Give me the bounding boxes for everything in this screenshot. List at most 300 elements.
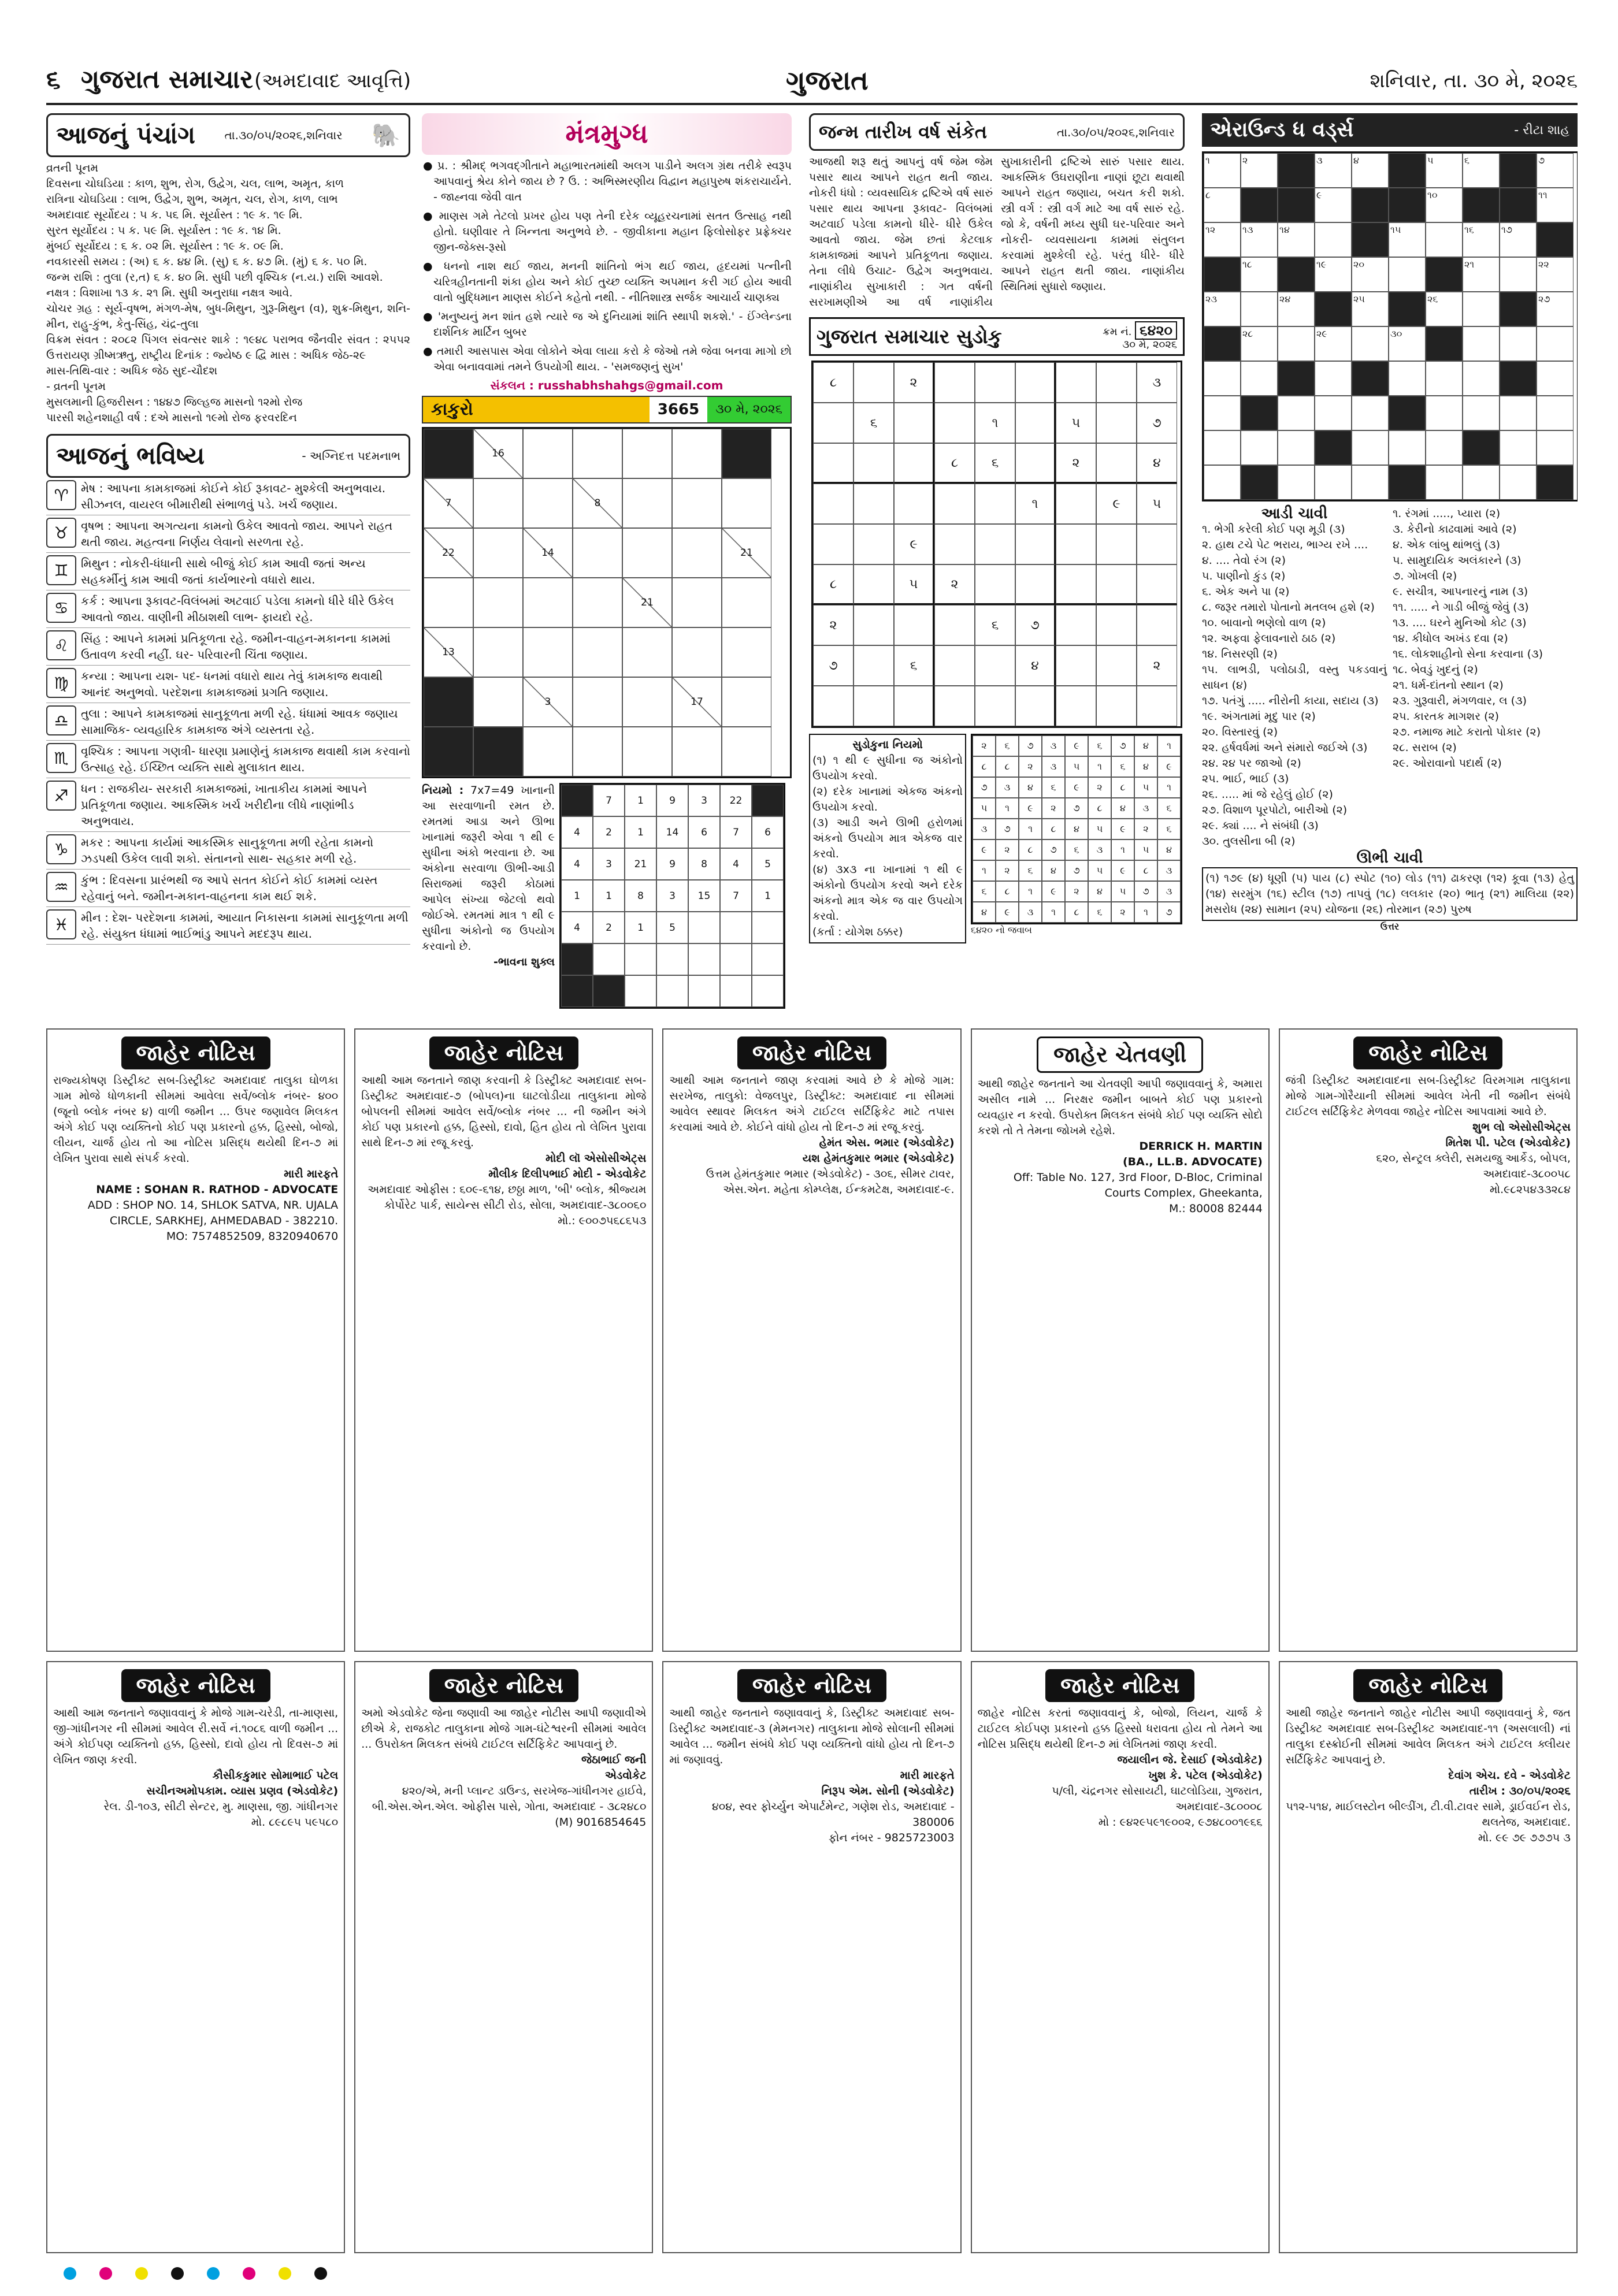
crossword-cell[interactable]: [1315, 153, 1352, 188]
sudoku-cell[interactable]: [894, 605, 934, 645]
kakuro-cell: [424, 429, 473, 478]
rashi-icon: ♍: [46, 668, 76, 698]
sudoku-cell[interactable]: [813, 484, 853, 524]
crossword-cell[interactable]: [1389, 430, 1426, 465]
crossword-cell[interactable]: [1500, 396, 1537, 430]
sudoku-cell[interactable]: [975, 484, 1015, 524]
notice-mo: મો. ૯૯ ૭૯ ૭૭૭૫ ૩: [1478, 1831, 1571, 1844]
notice-text: આથી આમ જનતાને જાણ કરવાની કે ડિસ્ટ્રીક્ટ અમદાવાદ સબ-ડિસ્ટ્રીક્ટ અમદાવાદ-૭ (બોપલ)ના ઘાટલોડીયા તાલુકાના મોજે બોપલની સીમમાં આવેલ સર્વે/બ્લોક નંબર ... ની જમીન અંગે કોઈ પણ પ્રકારનો હક્ક, હિસ્સો, દાવો, હિત હોય તો લેખિત પુરાવા સાથે દિન-૭ માં રજૂ કરવું.: [361, 1074, 647, 1149]
crossword-cell[interactable]: [1426, 361, 1463, 396]
kakuro-solution-value: 3: [669, 890, 676, 902]
mantra-text: ધનનો નાશ થઈ જાય, મનની શાંતિનો ભંગ થઈ જાય, હૃદયમાં પત્નીની ચરિત્રહીનતાની શંકા હોય અને કોઈ તુચ્છ વ્યક્તિ અપમાન કરી ગઈ હોય આવી વાતો બુદ્ધિમાન માણસ કોઈને કહેતો નથી. - નીતિશાસ્ત્ર સર્જક આચાર્ય ચાણક્ય: [433, 260, 792, 304]
notice-sign: જેઠાભાઈ જની: [581, 1753, 647, 1766]
sudoku-answer-cell: ૧: [1019, 819, 1042, 839]
crossword-cell[interactable]: [1500, 222, 1537, 257]
sudoku-cell[interactable]: [1096, 443, 1137, 484]
sudoku-cell[interactable]: ૭: [1137, 403, 1177, 443]
crossword-cell[interactable]: [1204, 361, 1241, 396]
sudoku-cell[interactable]: [853, 605, 894, 645]
sudoku-rule: (કર્તા : યોગેશ ઠક્કર): [812, 926, 903, 938]
rashi-text: મિથુન : નોકરી-ધંધાની સાથે બીજું કોઈ કામ આવી જતાં અન્ય સહકર્મીનું કામ આવી જતાં કાર્યભારનો વધારો થાય.: [81, 556, 366, 586]
sudoku-cell[interactable]: [813, 443, 853, 484]
notice-addr: ૫૧૨-૫૧૪, માઈલસ્ટોન બીલ્ડીંગ, ટી.વી.ટાવર સામે, ડ્રાઈવઈન રોડ, થલતેજ, અમદાવાદ.: [1286, 1800, 1571, 1829]
crossword-cell[interactable]: [1315, 361, 1352, 396]
crossword-cell[interactable]: [1241, 257, 1278, 292]
sudoku-cell[interactable]: [1137, 686, 1177, 726]
rashi-icon: ♋: [46, 593, 76, 623]
sudoku-cell[interactable]: ૨: [934, 564, 975, 605]
sudoku-cell[interactable]: [853, 362, 894, 403]
sudoku-cell[interactable]: [1096, 362, 1137, 403]
crossword-cell[interactable]: [1204, 430, 1241, 465]
sudoku-cell[interactable]: [1056, 362, 1096, 403]
sudoku-answer-cell: ૧: [1088, 756, 1111, 777]
kakuro-rules: [422, 783, 555, 1009]
crossword-cell[interactable]: [1537, 257, 1574, 292]
registration-dot-icon: [171, 2267, 184, 2280]
sudoku-cell[interactable]: ૨: [1137, 645, 1177, 686]
notice-heading: જાહેર નોટિસ: [1353, 1669, 1502, 1702]
sudoku-cell[interactable]: [813, 686, 853, 726]
kakuro-solution-cell: [561, 848, 593, 880]
crossword-cell[interactable]: [1426, 222, 1463, 257]
sudoku-cell[interactable]: ૨: [1056, 443, 1096, 484]
kakuro-cell: [473, 727, 523, 777]
crossword-cell[interactable]: [1204, 188, 1241, 222]
sudoku-cell[interactable]: [1096, 524, 1137, 564]
kakuro-cell: [672, 478, 722, 528]
crossword-number: ૭: [1538, 155, 1545, 166]
sudoku-cell[interactable]: [975, 564, 1015, 605]
notice-box: [1279, 1028, 1578, 1652]
crossword-cell[interactable]: [1315, 222, 1352, 257]
sudoku-cell[interactable]: [1015, 443, 1056, 484]
rashi-text: કુંભ : દિવસના પ્રારંભથી જ આપે સતત કોઈને કોઈ કામમાં વ્યસ્ત રહેવાનું બને. જમીન-મકાન-વાહનના કામ થઈ શકે.: [81, 873, 378, 903]
sudoku-cell[interactable]: [853, 686, 894, 726]
crossword-cell: [1241, 396, 1278, 430]
crossword-cell[interactable]: [1278, 326, 1315, 361]
crossword-cell: [1241, 188, 1278, 222]
sudoku-cell[interactable]: [975, 686, 1015, 726]
kakuro-cell: [424, 478, 473, 528]
sudoku-cell[interactable]: ૭: [1015, 605, 1056, 645]
sudoku-answer-grid: [971, 734, 1182, 924]
bullet-icon: ●: [423, 210, 439, 222]
ganesh-icon: 🐘: [372, 122, 400, 149]
crossword-number: ૨૨: [1538, 259, 1549, 270]
panchang-line: નવકારસી સમય : (અ) ૬ ક. ૪૪ મિ. (સુ) ૬ ક. ૪૭ મિ. (મું) ૬ ક. ૫૦ મિ.: [46, 255, 368, 268]
kakuro-cell: [473, 627, 523, 677]
sudoku-cell[interactable]: [1056, 645, 1096, 686]
crossword-cell: [1500, 153, 1537, 188]
crossword-cell[interactable]: [1463, 361, 1500, 396]
crossword-cell[interactable]: [1352, 292, 1389, 326]
sudoku-cell[interactable]: [934, 524, 975, 564]
sudoku-cell[interactable]: [1096, 403, 1137, 443]
down-clue: ૧૬. લોકશાહીનો સેના કરવાના (૩): [1393, 648, 1543, 660]
sudoku-cell[interactable]: ૩: [1137, 362, 1177, 403]
sudoku-cell[interactable]: [853, 484, 894, 524]
notice-box: [662, 1661, 961, 2253]
sudoku-cell[interactable]: [894, 443, 934, 484]
crossword-number: ૫: [1427, 155, 1434, 166]
sudoku-cell[interactable]: [934, 403, 975, 443]
kakuro-cell: [523, 677, 573, 727]
sudoku-answer-cell: ૮: [973, 756, 996, 777]
sudoku-cell[interactable]: ૨: [813, 605, 853, 645]
sudoku-cell[interactable]: [894, 403, 934, 443]
across-clue: ૧૪. નિસરણી (૨): [1202, 648, 1278, 660]
sudoku-cell[interactable]: [1015, 686, 1056, 726]
crossword-cell[interactable]: [1278, 222, 1315, 257]
sudoku-date: ૩૦ મે, ૨૦૨૬: [1122, 339, 1177, 351]
sudoku-answer-cell: ૮: [1042, 819, 1065, 839]
notice-addr: અમદાવાદ ઓફીસ : ૬૦૯-૬૧૪, છઠ્ઠા માળ, 'બી' બ્લોક, શ્રીજ્યમ કોર્પોરેટ પાર્ક, સાયેન્સ સીટી રોડ, સોલા, અમદાવાદ-૩૮૦૦૬૦: [368, 1183, 647, 1212]
crossword-cell[interactable]: [1241, 430, 1278, 465]
crossword-cell[interactable]: [1352, 326, 1389, 361]
crossword-cell[interactable]: [1463, 153, 1500, 188]
sudoku-cell[interactable]: [1056, 524, 1096, 564]
crossword-number: ૩: [1316, 155, 1323, 166]
sudoku-cell[interactable]: ૯: [894, 524, 934, 564]
sudoku-answer-cell: ૩: [1157, 860, 1181, 881]
crossword-cell[interactable]: [1352, 430, 1389, 465]
notice-addr: ADD : SHOP NO. 14, SHLOK SATVA, NR. UJALA CIRCLE, SARKHEJ, AHMEDABAD - 382210.: [87, 1199, 339, 1227]
mantra-text: પ્ર. : શ્રીમદ્ ભગવદ્ગીતાને મહાભારતમાંથી અલગ પાડીને અલગ ગ્રંથ તરીકે સ્વરૂપ આપવાનું શ્રેય કોને જાય છે ? ઉ. : અભિસ્મરણીય વિદ્વાન મહાપુરુષ શંકરાચાર્યને. - જાહ્નવા જેવી વાત: [433, 159, 792, 203]
crossword-cell[interactable]: [1315, 188, 1352, 222]
crossword-number: ૧૦: [1427, 190, 1438, 200]
crossword-cell: [1463, 430, 1500, 465]
crossword-cell[interactable]: [1463, 222, 1500, 257]
sudoku-answer-cell: ૪: [1088, 881, 1111, 902]
crossword-cell[interactable]: [1463, 326, 1500, 361]
kakuro-cell: [523, 578, 573, 627]
sudoku-answer-cell: ૨: [973, 735, 996, 756]
notice-box: [46, 1661, 345, 2253]
crossword-cell[interactable]: [1352, 465, 1389, 500]
down-clue: ૧૪. કીધોલ અખંડ દવા (૨): [1393, 632, 1508, 645]
kakuro-solution-cell: [688, 975, 720, 1007]
sudoku-cell[interactable]: [1096, 686, 1137, 726]
down-clue: ૨૩. ગુરૂવારી, મંગળવાર, લ (૩): [1393, 694, 1527, 707]
crossword-cell[interactable]: [1241, 292, 1278, 326]
notice-header-wrap: [53, 1666, 338, 1706]
sudoku-cell[interactable]: ૬: [975, 605, 1015, 645]
crossword-cell: [1315, 430, 1352, 465]
crossword-number: ૨૦: [1353, 259, 1365, 270]
kakuro-solution-cell: [720, 912, 752, 943]
sudoku-cell[interactable]: ૫: [894, 564, 934, 605]
crossword-cell[interactable]: [1315, 257, 1352, 292]
notice-header-wrap: [669, 1033, 954, 1073]
crossword-cell[interactable]: [1463, 396, 1500, 430]
mantra-text: તમારી આસપાસ એવા લોકોને એવા લાયા કરો કે જેઓ તમે જેવા બનવા માગો છો એવા બનાવવામાં તમને ઉપયોગી થાય. - 'સમજણનું સુખ': [433, 345, 792, 373]
crossword-cell[interactable]: [1463, 292, 1500, 326]
kakuro-solution-value: 5: [765, 858, 771, 870]
sudoku-answer-cell: ૭: [973, 777, 996, 798]
sudoku-cell[interactable]: [1056, 605, 1096, 645]
sudoku-cell[interactable]: [1015, 524, 1056, 564]
crossword-cell[interactable]: [1241, 222, 1278, 257]
crossword-cell[interactable]: [1315, 326, 1352, 361]
down-clue: ૨૧. ધર્મ-દાંતનો સ્થાન (૨): [1393, 679, 1504, 692]
sudoku-answer-cell: ૯: [1065, 735, 1088, 756]
crossword-number: ૧૪: [1279, 224, 1290, 235]
kakuro-solution-value: 1: [606, 890, 612, 902]
crossword-cell[interactable]: [1315, 396, 1352, 430]
sudoku-cell[interactable]: [1056, 686, 1096, 726]
notice-heading: જાહેર નોટિસ: [429, 1669, 578, 1702]
sudoku-cell[interactable]: ૮: [813, 362, 853, 403]
kakuro-solution-cell: [625, 975, 656, 1007]
janma-header: [809, 113, 1185, 151]
kakuro-solution-cell: [752, 816, 784, 848]
sudoku-cell[interactable]: ૨: [894, 362, 934, 403]
crossword-cell[interactable]: [1537, 292, 1574, 326]
sudoku-cell[interactable]: ૫: [1137, 484, 1177, 524]
crossword-cell[interactable]: [1204, 465, 1241, 500]
sudoku-cell[interactable]: [975, 362, 1015, 403]
rashi-item: [46, 478, 410, 515]
sudoku-cell[interactable]: [853, 524, 894, 564]
kakuro-solution-value: 15: [697, 890, 711, 902]
crossword-cell[interactable]: [1278, 292, 1315, 326]
crossword-cell[interactable]: [1241, 326, 1278, 361]
notice-sign: મારી મારફતે: [900, 1769, 955, 1782]
kakuro-solution-cell: [561, 785, 593, 816]
sudoku-cell[interactable]: [813, 403, 853, 443]
sudoku-answer-cell: ૮: [996, 881, 1019, 902]
crossword-number: ૧: [1205, 155, 1210, 166]
kakuro-solution-value: 4: [574, 826, 580, 838]
notice-box: [971, 1028, 1270, 1652]
panchang-line: રાત્રિના ચોઘડિયા : લાભ, ઉદ્વેગ, શુભ, અમૃત, ચલ, રોગ, કાળ, લાભ: [46, 193, 338, 206]
sudoku-answer-cell: ૬: [1088, 735, 1111, 756]
bullet-icon: ●: [423, 310, 438, 323]
notice-box: [46, 1028, 345, 1652]
kakuro-solution-grid: [559, 783, 785, 1009]
panchang-line: વિક્રમ સંવત : ૨૦૮૨ પિંગલ સંવત્સર શાકે : ૧૯૪૮ પરાભવ જૈનવીર સંવત : ૨૫૫૨ ઉત્તરાયણ ગ્રીષ્મઋતુ, રાષ્ટ્રીય દિનાંક : જ્યેષ્ઠ ૯ દ્વિ માસ : અધિક જેઠ-૨૯: [46, 333, 410, 362]
sudoku-cell[interactable]: [1056, 484, 1096, 524]
crossword-cell[interactable]: [1278, 465, 1315, 500]
sudoku-answer-cell: ૪: [1065, 819, 1088, 839]
rashi-icon: ♐: [46, 781, 76, 811]
kakuro-solution-cell: [720, 785, 752, 816]
crossword-cell[interactable]: [1241, 153, 1278, 188]
sudoku-answer-cell: ૮: [996, 756, 1019, 777]
down-clue: ૩. કેરીનો કાઢવામાં આવે (૨): [1393, 523, 1517, 536]
sudoku-cell[interactable]: [853, 564, 894, 605]
crossword-cell[interactable]: [1500, 465, 1537, 500]
crossword-cell[interactable]: [1537, 188, 1574, 222]
sudoku-cell[interactable]: [894, 484, 934, 524]
sudoku-cell[interactable]: ૬: [853, 403, 894, 443]
notice-heading: જાહેર નોટિસ: [1353, 1036, 1502, 1069]
across-clue: ૧. ભેગી કરેલી કોઈ પણ મૂડી (૩): [1202, 523, 1345, 536]
sudoku-cell[interactable]: ૧: [1015, 484, 1056, 524]
sudoku-cell[interactable]: [1096, 605, 1137, 645]
crossword-cell[interactable]: [1426, 396, 1463, 430]
sudoku-cell[interactable]: [934, 686, 975, 726]
sudoku-answer-cell: ૫: [1088, 819, 1111, 839]
sudoku-cell[interactable]: [934, 484, 975, 524]
sudoku-cell[interactable]: [1056, 564, 1096, 605]
crossword-cell[interactable]: [1204, 396, 1241, 430]
kakuro-cell: [722, 627, 771, 677]
crossword-cell[interactable]: [1389, 326, 1426, 361]
crossword-cell[interactable]: [1315, 465, 1352, 500]
sudoku-cell[interactable]: ૬: [894, 645, 934, 686]
kakuro-solution-cell: [625, 816, 656, 848]
crossword-cell[interactable]: [1463, 257, 1500, 292]
sudoku-cell[interactable]: ૪: [1015, 645, 1056, 686]
crossword-cell[interactable]: [1204, 153, 1241, 188]
panchang-line: - વ્રતની પૂનમ: [46, 380, 106, 393]
sudoku-cell[interactable]: [934, 362, 975, 403]
crossword-cell[interactable]: [1500, 326, 1537, 361]
sudoku-cell[interactable]: [934, 645, 975, 686]
crossword-cell[interactable]: [1537, 430, 1574, 465]
crossword-number: ૧૨: [1205, 224, 1216, 235]
crossword-cell[interactable]: [1426, 188, 1463, 222]
sudoku-cell[interactable]: [1137, 605, 1177, 645]
kakuro-solution-cell: [752, 848, 784, 880]
crossword-cell[interactable]: [1241, 361, 1278, 396]
sudoku-cell[interactable]: [813, 524, 853, 564]
sudoku-cell[interactable]: ૯: [1096, 484, 1137, 524]
kakuro-solution-value: 7: [733, 890, 739, 902]
notice-heading: જાહેર નોટિસ: [121, 1036, 270, 1069]
sudoku-cell[interactable]: [1015, 564, 1056, 605]
kakuro-cell: [672, 677, 722, 727]
mantra-header: [422, 113, 792, 155]
across-clue: ૪. .... તેવો રંગ (૨): [1202, 554, 1286, 567]
kakuro-clue: 3: [544, 696, 551, 708]
sudoku-answer-cell: ૫: [973, 798, 996, 819]
sudoku-cell[interactable]: ૮: [934, 443, 975, 484]
down-clue: ૨૯. ઓરાવાનો પદાર્થ (૨): [1393, 757, 1502, 770]
mantra-text: માણસ ગમે તેટલો પ્રખર હોય પણ તેની દરેક વ્યૂહરચનામાં સતત ઉત્સાહ નથી હોતો. ઘણીવાર તે ખિન્નતા અનુભવે છે. - જીવીકાના મહાન ફિલોસોફર પ્રફ્રેક્ચર જીન-જેક્સ-રૂસો: [433, 210, 792, 254]
crossword-cell[interactable]: [1426, 465, 1463, 500]
sudoku-cell[interactable]: [1096, 564, 1137, 605]
crossword-cell[interactable]: [1352, 153, 1389, 188]
crossword-number: ૧૮: [1242, 259, 1252, 270]
kakuro-clue: 21: [641, 597, 654, 608]
sudoku-answer-cell: ૪: [1042, 860, 1065, 881]
sudoku-answer-cell: ૩: [1042, 735, 1065, 756]
sudoku-cell[interactable]: ૫: [1056, 403, 1096, 443]
crossword-cell[interactable]: [1204, 222, 1241, 257]
sudoku-cell[interactable]: ૬: [975, 443, 1015, 484]
kakuro-solution-cell: [593, 912, 625, 943]
crossword-cell[interactable]: [1389, 222, 1426, 257]
crossword-cell[interactable]: [1537, 396, 1574, 430]
notice-addr: ઉત્તમ હેમંતકુમાર ભમાર (એડવોકેટ) - ૩૦૬, સીમર ટાવર, એસ.એન. મહેતા કોમ્પ્લેક્ષ, ઈન્કમટેક્ષ, અમદાવાદ-૯.: [706, 1168, 955, 1196]
crossword-cell[interactable]: [1352, 396, 1389, 430]
sudoku-cell[interactable]: [1137, 524, 1177, 564]
sudoku-cell[interactable]: [894, 686, 934, 726]
sudoku-answer-cell: ૭: [996, 819, 1019, 839]
crossword-cell: [1500, 292, 1537, 326]
sudoku-cell[interactable]: ૪: [1137, 443, 1177, 484]
sudoku-cell[interactable]: [853, 645, 894, 686]
crossword-cell: [1537, 465, 1574, 500]
crossword-cell[interactable]: [1537, 361, 1574, 396]
kakuro-solution-cell: [656, 943, 688, 975]
crossword-cell[interactable]: [1426, 292, 1463, 326]
down-clue: ૨૫. કારતક માગશર (૨): [1393, 710, 1500, 723]
bullet-icon: ●: [423, 159, 437, 172]
crossword-cell[interactable]: [1500, 257, 1537, 292]
crossword-answer: (૧) ૧૭૯ (૪) ધૂણી (૫) પાય (૮) સ્પોટ (૧૦) લોડ (૧૧) ઢાકરણ (૧૨) કૂવા (૧૩) હેતુ (૧૪) સરમુંગ (૧૬) સ્ટીલ (૧૭) તાપવું (૧૮) લલકાર (૨૦) ભાતૃ (૨૧) માલિયા (૨૨) મસરોધ (૨૪) સામાન (૨૫) યોજના (૨૬) તોરમાન (૨૭) પુરુષ: [1202, 867, 1578, 921]
across-clue: ૩૦. તુલસીના બી (૨): [1202, 835, 1296, 848]
crossword-cell: [1204, 257, 1241, 292]
sudoku-cell[interactable]: [1015, 403, 1056, 443]
kakuro-solution-value: 5: [669, 922, 676, 934]
mantra-text: 'મનુષ્યનું મન શાંત હશે ત્યારે જ એ દુનિયામાં શાંતિ સ્થાપી શકશે.' - ઈંગ્લેન્ડના દાર્શનિક માર્ટિન બુબર: [433, 310, 792, 339]
rashi-text: કન્યા : આપના યશ- પદ- ધનમાં વધારો થાય તેવું કામકાજ થવાથી આનંદ અનુભવો. પરદેશના કામકાજમાં પ્રગતિ જણાય.: [81, 669, 383, 699]
sudoku-cell[interactable]: [975, 524, 1015, 564]
kakuro-solution-cell: [561, 912, 593, 943]
sudoku-answer-cell: ૩: [1157, 881, 1181, 902]
sudoku-answer-cell: ૫: [1111, 881, 1134, 902]
sudoku-cell[interactable]: [975, 645, 1015, 686]
crossword-cell[interactable]: [1500, 430, 1537, 465]
sudoku-cell[interactable]: ૭: [813, 645, 853, 686]
panchang-line: વ્રતની પૂનમ: [46, 162, 98, 174]
down-clue: ૧૮. બેવડું ખુદનું (૨): [1393, 663, 1478, 676]
crossword-cell[interactable]: [1537, 326, 1574, 361]
sudoku-cell[interactable]: [934, 605, 975, 645]
crossword-cell[interactable]: [1352, 257, 1389, 292]
rashi-item: [46, 628, 410, 666]
crossword-cell[interactable]: [1278, 430, 1315, 465]
rashi-item: [46, 907, 410, 945]
crossword-cell[interactable]: [1278, 396, 1315, 430]
sudoku-cell[interactable]: [1015, 362, 1056, 403]
kakuro-solution-cell: [752, 943, 784, 975]
kakuro-solution-cell: [688, 816, 720, 848]
sudoku-cell[interactable]: ૮: [813, 564, 853, 605]
sudoku-answer-cell: ૫: [1134, 839, 1157, 860]
notice-mo: મો.: ૯૦૦૭૫૬૮૬૫૩: [558, 1214, 647, 1227]
sudoku-cell[interactable]: [853, 443, 894, 484]
sudoku-answer-cell: ૮: [1019, 839, 1042, 860]
crossword-cell[interactable]: [1389, 257, 1426, 292]
crossword-cell[interactable]: [1389, 361, 1426, 396]
crossword-cell[interactable]: [1426, 430, 1463, 465]
sudoku-cell[interactable]: ૧: [975, 403, 1015, 443]
crossword-cell[interactable]: [1537, 153, 1574, 188]
kakuro-rules-text: 7x7=49 ખાનાની આ સરવાળાની રમત છે. રમતમાં આડા અને ઊભા ખાનામાં જરૂરી એવા ૧ થી ૯ સુધીના અંકો ભરવાના છે. આ અંકોના સરવાળા ઊભી-આડી સિરાજમાં જરૂરી કોઠામાં આપેલ સંખ્યા જેટલો થવો જોઈએ. રમતમાં માત્ર ૧ થી ૯ સુધીના અંકોનો જ ઉપયોગ કરવાનો છે.: [422, 784, 555, 953]
crossword-cell: [1463, 188, 1500, 222]
kakuro-solution-cell: [688, 848, 720, 880]
notice-header-wrap: [1286, 1033, 1571, 1073]
kakuro-cell: [672, 429, 722, 478]
rashi-item: [46, 741, 410, 778]
panchang-line: નક્ષત્ર : વિશાખા ૧૩ ક. ૨૧ મિ. સુધી અનુરાધા નક્ષત્ર આવે.: [46, 287, 293, 299]
kakuro-solution-value: 7: [733, 826, 739, 838]
sudoku-cell[interactable]: [1137, 564, 1177, 605]
sudoku-cell[interactable]: [1096, 645, 1137, 686]
crossword-cell[interactable]: [1426, 153, 1463, 188]
crossword-cell: [1241, 465, 1278, 500]
crossword-cell[interactable]: [1463, 465, 1500, 500]
notice-header-wrap: [361, 1033, 646, 1073]
sudoku-header: [809, 317, 1185, 356]
kakuro-solution-cell: [656, 848, 688, 880]
crossword-cell[interactable]: [1204, 292, 1241, 326]
